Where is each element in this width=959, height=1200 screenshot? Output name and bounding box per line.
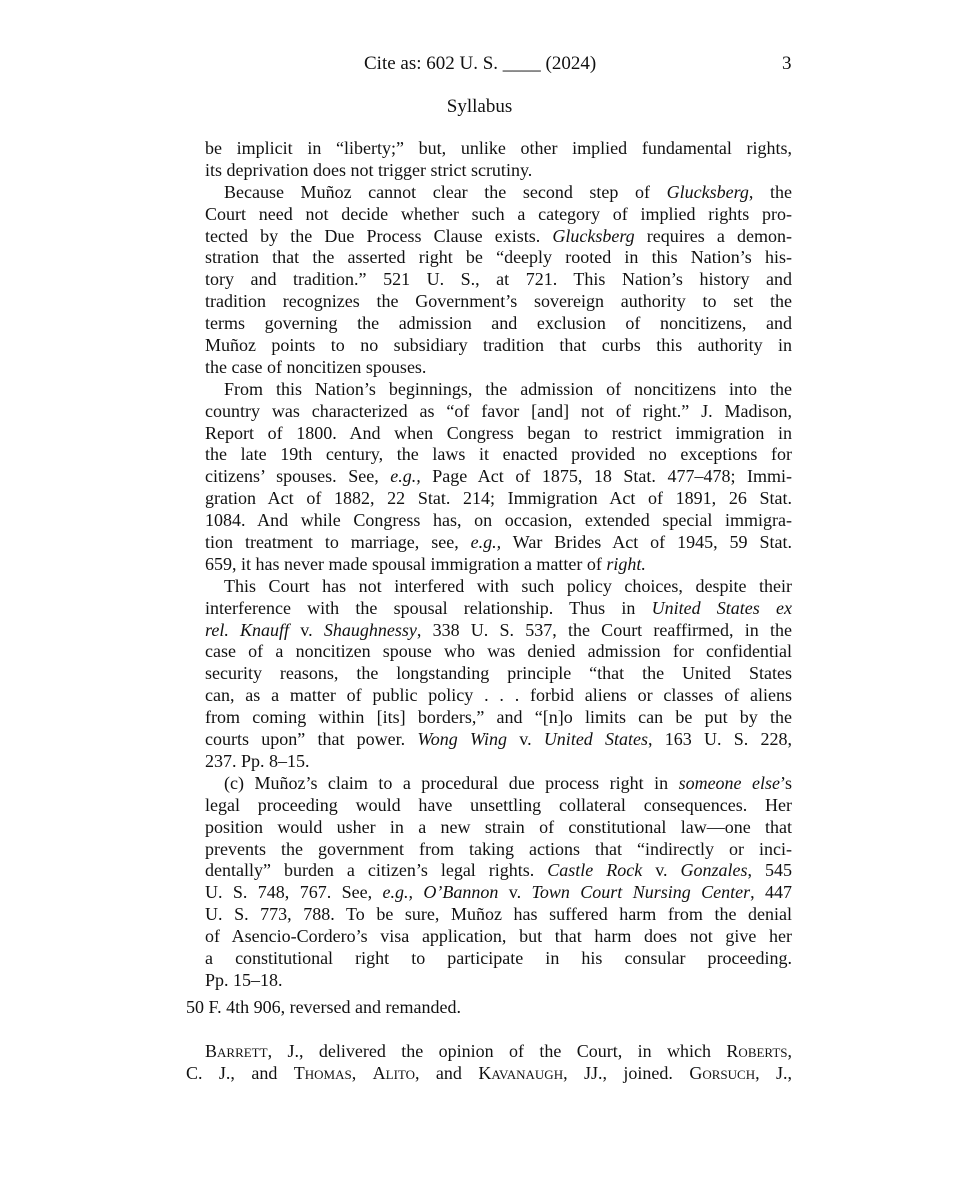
text-line: C. J., and Thomas, Alito, and Kavanaugh, JJ., joined. Gorsuch, J., — [186, 1062, 793, 1083]
text-line: a constitutional right to participate in his consular proceeding. — [205, 947, 792, 968]
text-line: its deprivation does not trigger strict scrutiny. — [205, 159, 533, 180]
running-head-citation: Cite as: 602 U. S. ____ (2024) — [364, 53, 597, 74]
text-line: tory and tradition.” 521 U. S., at 721. This Nation’s history and — [205, 269, 792, 290]
text-line: position would usher in a new strain of constitutional law—one that — [205, 816, 792, 837]
text-line: can, as a matter of public policy . . . forbid aliens or classes of aliens — [205, 685, 792, 706]
justice-name: Alito — [372, 1062, 415, 1083]
text-line: from coming within [its] borders,” and “[n]o limits can be put by the — [205, 707, 792, 728]
text-line: terms governing the admission and exclusion of noncitizens, and — [205, 313, 792, 334]
text-line: gration Act of 1882, 22 Stat. 214; Immigration Act of 1891, 26 Stat. — [205, 488, 792, 509]
text-line: the late 19th century, the laws it enacted provided no exceptions for — [205, 444, 792, 465]
section-heading: Syllabus — [446, 96, 513, 117]
syllabus-paragraph-4 — [205, 576, 792, 773]
text-line: security reasons, the longstanding principle “that the United States — [205, 663, 792, 684]
text-line: This Court has not interfered with such policy choices, despite their — [224, 575, 792, 596]
text-line: interference with the spousal relationship. Thus in United States ex — [205, 597, 792, 618]
text-line: 659, it has never made spousal immigration a matter of right. — [205, 553, 646, 574]
text-line: be implicit in “liberty;” but, unlike other implied fundamental rights, — [205, 138, 792, 158]
justice-name: Barrett — [205, 1041, 268, 1061]
justice-name: Thomas — [293, 1062, 352, 1083]
text-line: legal proceeding would have unsettling collateral consequences. Her — [205, 794, 792, 815]
text-line: Barrett, J., delivered the opinion of the Court, in which Roberts, — [205, 1041, 792, 1061]
text-line: 1084. And while Congress has, on occasion, extended special immigra- — [205, 510, 792, 531]
text-line: prevents the government from taking actions that “indirectly or inci- — [205, 838, 792, 859]
text-line: tradition recognizes the Government’s sovereign authority to set the — [205, 291, 792, 312]
text-line: the case of noncitizen spouses. — [205, 356, 427, 377]
page-number: 3 — [782, 53, 792, 74]
text-line: tected by the Due Process Clause exists. Glucksberg requires a demon- — [205, 225, 792, 246]
syllabus-paragraph-5 — [205, 773, 792, 992]
syllabus-paragraph-3 — [205, 379, 792, 576]
syllabus-paragraph-1 — [205, 138, 792, 182]
text-line: U. S. 773, 788. To be sure, Muñoz has suffered harm from the denial — [205, 904, 792, 925]
text-line: U. S. 748, 767. See, e.g., O’Bannon v. Town Court Nursing Center, 447 — [205, 882, 793, 903]
text-line: Because Muñoz cannot clear the second step of Glucksberg, the — [224, 181, 792, 202]
text-line: citizens’ spouses. See, e.g., Page Act of 1875, 18 Stat. 477–478; Immi- — [205, 466, 792, 487]
text-line: rel. Knauff v. Shaughnessy, 338 U. S. 537, the Court reaffirmed, in the — [205, 619, 792, 640]
text-line: Report of 1800. And when Congress began to restrict immigration in — [205, 422, 792, 443]
disposition-line: 50 F. 4th 906, reversed and remanded. — [186, 997, 461, 1017]
text-line: case of a noncitizen spouse who was denied admission for confidential — [205, 641, 792, 662]
text-line: From this Nation’s beginnings, the admission of noncitizens into the — [224, 378, 792, 399]
justice-name: Gorsuch — [689, 1062, 756, 1083]
syllabus-paragraph-2 — [205, 182, 792, 379]
text-line: Muñoz points to no subsidiary tradition that curbs this authority in — [205, 335, 792, 356]
justice-name: Roberts — [726, 1041, 788, 1061]
opinion-attribution — [186, 1041, 792, 1085]
text-line: Pp. 15–18. — [205, 969, 283, 990]
text-line: 237. Pp. 8–15. — [205, 750, 310, 771]
syllabus-body — [205, 138, 792, 992]
text-line: of Asencio-Cordero’s visa application, but that harm does not give her — [205, 926, 792, 947]
text-line: stration that the asserted right be “deeply rooted in this Nation’s his- — [205, 247, 792, 268]
justice-name: Kavanaugh — [478, 1062, 564, 1083]
text-line: (c) Muñoz’s claim to a procedural due process right in someone else’s — [224, 772, 793, 793]
text-line: courts upon” that power. Wong Wing v. United States, 163 U. S. 228, — [205, 729, 792, 750]
text-line: dentally” burden a citizen’s legal rights. Castle Rock v. Gonzales, 545 — [205, 860, 792, 881]
text-line: tion treatment to marriage, see, e.g., War Brides Act of 1945, 59 Stat. — [205, 532, 792, 553]
text-line: Court need not decide whether such a category of implied rights pro- — [205, 203, 792, 224]
text-line: country was characterized as “of favor [and] not of right.” J. Madison, — [205, 400, 792, 421]
